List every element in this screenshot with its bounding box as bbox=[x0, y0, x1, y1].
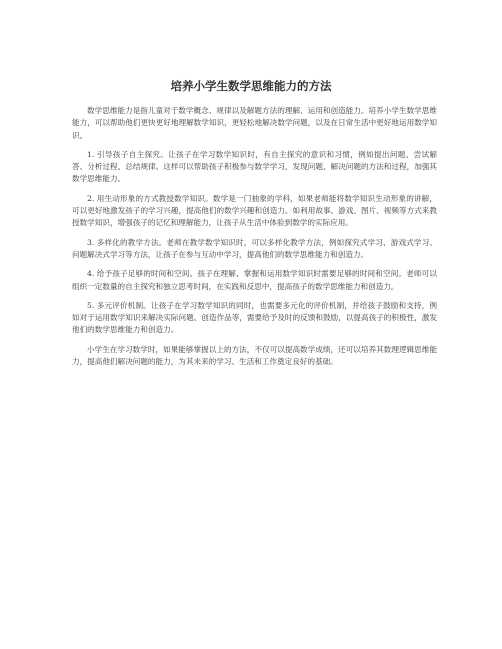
method-2-paragraph: 2. 用生动形象的方式教授数学知识。数学是一门抽象的学科，如果老师能将数学知识生动形象的讲解，可以更好地激发孩子的学习兴趣，提高他们的数学兴趣和创造力。如利用故事、游戏、图片、视频等方式来教授数学知识，增强孩子的记忆和理解能力，让孩子从生活中体验到数学的实际应用。 bbox=[72, 193, 437, 228]
conclusion-paragraph: 小学生在学习数学时，如果能够掌握以上的方法，不仅可以提高数学成绩，还可以培养其数理逻辑思维能力，提高他们解决问题的能力，为其未来的学习、生活和工作奠定良好的基础。 bbox=[72, 344, 437, 367]
document-body bbox=[72, 105, 437, 375]
method-1-paragraph: 1. 引导孩子自主探究。让孩子在学习数学知识时，有自主探究的意识和习惯，例如提出问题、尝试解答、分析过程、总结规律。这样可以帮助孩子积极参与数学学习，发现问题、解决问题的方法和过程，加强其数学思维能力。 bbox=[72, 149, 437, 184]
method-5-paragraph: 5. 多元评价机制。让孩子在学习数学知识的同时，也需要多元化的评价机制，并给孩子鼓励和支持，例如对于运用数学知识来解决实际问题、创造作品等，需要给予及时的反馈和鼓励，以提高孩子的积极性，激发他们的数学思维能力和创造力。 bbox=[72, 300, 437, 335]
intro-paragraph: 数学思维能力是指儿童对于数学概念、规律以及解题方法的理解、运用和创造能力。培养小学生数学思维能力，可以帮助他们更快更好地理解数学知识，更轻松地解决数学问题，以及在日常生活中更好地运用数学知识。 bbox=[72, 106, 437, 140]
method-4-paragraph: 4. 给予孩子足够的时间和空间。孩子在理解、掌握和运用数学知识时需要足够的时间和空间。老师可以组织一定数量的自主探究和独立思考时间，在实践和反思中，提高孩子的数学思维能力和创造力。 bbox=[72, 269, 437, 291]
document-title: 培养小学生数学思维能力的方法 bbox=[170, 79, 332, 93]
method-3-paragraph: 3. 多样化的教学方法。老师在教学数学知识时，可以多样化教学方法，例如探究式学习、游戏式学习、问题解决式学习等方法，让孩子在参与互动中学习，提高他们的数学思维能力和创造力。 bbox=[72, 237, 437, 259]
